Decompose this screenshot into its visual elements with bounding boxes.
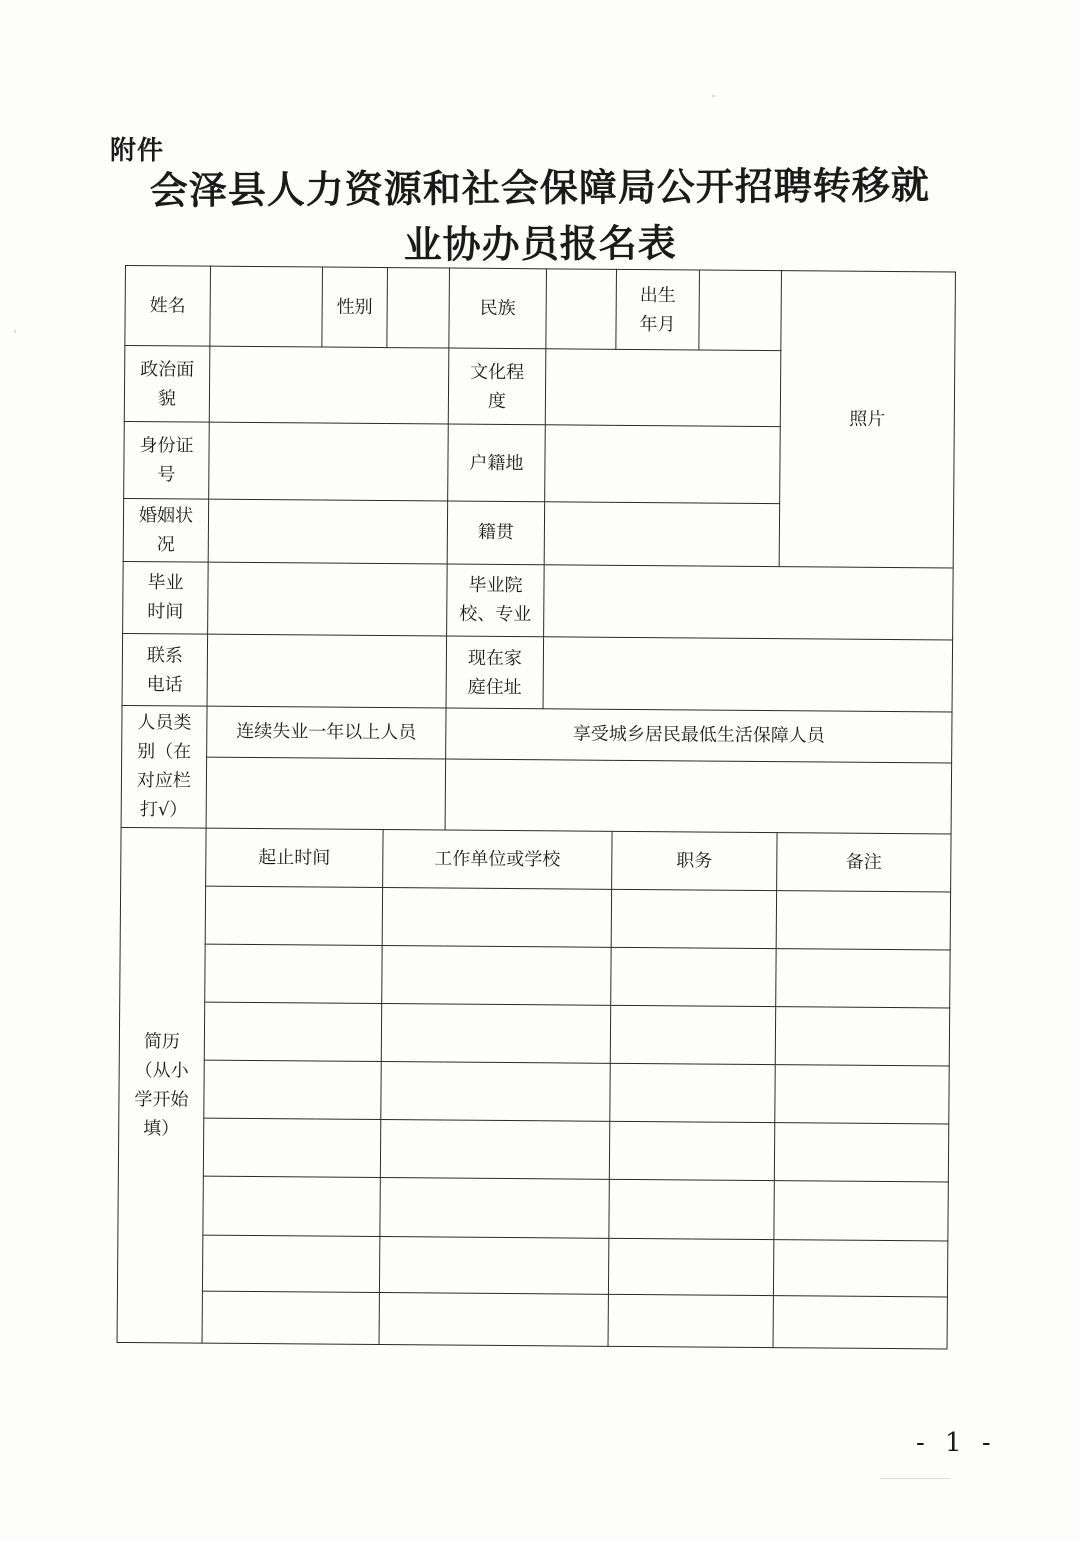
- category-option-unemployed: 连续失业一年以上人员: [207, 706, 446, 758]
- category-label-line-3: 对应栏: [136, 770, 192, 792]
- resume-time-cell[interactable]: [204, 1060, 381, 1120]
- education-label: [448, 348, 546, 425]
- name-field[interactable]: [210, 266, 323, 347]
- birth-label: [616, 269, 700, 350]
- education-label-line-1: 文化程: [470, 361, 525, 383]
- address-label-line-2: 庭住址: [467, 676, 522, 698]
- title-line-1: 会泽县人力资源和社会保障局公开招聘转移就: [149, 162, 930, 213]
- ethnicity-field[interactable]: [546, 269, 617, 350]
- resume-label-line-2: （从小: [134, 1059, 189, 1082]
- resume-unit-cell[interactable]: [380, 1178, 609, 1238]
- resume-label-line-1: 简历: [143, 1030, 180, 1053]
- graduation-school-label: [447, 564, 545, 637]
- household-field[interactable]: [545, 425, 781, 503]
- marital-label-line-2: 况: [156, 533, 175, 556]
- name-label: 姓名: [125, 266, 211, 347]
- gender-label: 性别: [322, 267, 388, 348]
- native-place-field[interactable]: [544, 501, 779, 566]
- category-check-low-income[interactable]: [445, 759, 952, 834]
- resume-unit-cell[interactable]: [381, 1062, 610, 1122]
- resume-note-cell[interactable]: [773, 1239, 947, 1297]
- resume-col-position: 职务: [612, 831, 777, 890]
- category-label: [121, 706, 207, 828]
- page-number: - 1 -: [916, 1428, 997, 1458]
- scan-speck: [880, 1478, 950, 1479]
- birth-label-line-2: 年月: [639, 313, 676, 335]
- resume-position-cell[interactable]: [611, 947, 776, 1006]
- political-label-line-2: 貌: [157, 388, 177, 410]
- resume-unit-cell[interactable]: [381, 1004, 610, 1064]
- resume-label-line-3: 学开始: [134, 1088, 189, 1111]
- id-number-label: [124, 422, 210, 499]
- resume-col-unit: 工作单位或学校: [383, 829, 612, 889]
- id-number-label-line-1: 身份证: [139, 435, 194, 457]
- resume-time-cell[interactable]: [203, 1177, 380, 1237]
- resume-position-cell[interactable]: [609, 1180, 774, 1239]
- id-number-field[interactable]: [209, 423, 449, 501]
- phone-label: [122, 633, 208, 706]
- gender-field[interactable]: [387, 268, 450, 349]
- scan-speck: [712, 95, 715, 97]
- id-number-label-line-2: 号: [157, 464, 176, 486]
- category-label-line-2: 别（在: [137, 741, 192, 763]
- household-label: 户籍地: [448, 424, 546, 501]
- resume-time-cell[interactable]: [202, 1235, 379, 1293]
- graduation-time-field[interactable]: [208, 562, 448, 636]
- phone-label-line-2: 电话: [146, 673, 183, 696]
- resume-note-cell[interactable]: [773, 1295, 947, 1349]
- resume-time-cell[interactable]: [205, 944, 382, 1004]
- resume-col-time: 起止时间: [206, 828, 383, 888]
- graduation-school-label-line-1: 毕业院: [468, 575, 523, 597]
- address-field[interactable]: [543, 637, 953, 712]
- resume-position-cell[interactable]: [609, 1122, 774, 1181]
- phone-label-line-1: 联系: [146, 644, 184, 667]
- resume-unit-cell[interactable]: [379, 1236, 608, 1294]
- phone-field[interactable]: [207, 634, 447, 708]
- resume-note-cell[interactable]: [775, 1065, 949, 1125]
- category-option-low-income: 享受城乡居民最低生活保障人员: [446, 708, 952, 763]
- graduation-time-label: [123, 561, 209, 634]
- resume-label: [117, 827, 206, 1343]
- registration-form: [117, 265, 955, 1349]
- resume-note-cell[interactable]: [776, 890, 950, 950]
- birth-field[interactable]: [699, 270, 782, 351]
- category-check-unemployed[interactable]: [206, 757, 446, 830]
- resume-label-line-4: 填）: [143, 1117, 180, 1140]
- page-title: [110, 157, 971, 275]
- birth-label-line-1: 出生: [639, 284, 676, 306]
- graduation-time-label-line-1: 毕业: [147, 572, 184, 594]
- resume-time-cell[interactable]: [204, 1002, 381, 1062]
- resume-position-cell[interactable]: [610, 1005, 775, 1064]
- political-field[interactable]: [209, 346, 449, 424]
- political-label: [124, 346, 210, 423]
- graduation-school-label-line-2: 校、专业: [459, 604, 532, 626]
- resume-time-cell[interactable]: [205, 886, 382, 946]
- resume-unit-cell[interactable]: [380, 1120, 609, 1180]
- resume-position-cell[interactable]: [608, 1294, 773, 1348]
- resume-note-cell[interactable]: [774, 1123, 948, 1183]
- graduation-school-field[interactable]: [544, 565, 954, 640]
- resume-unit-cell[interactable]: [379, 1292, 608, 1346]
- education-field[interactable]: [545, 349, 781, 427]
- resume-note-cell[interactable]: [775, 1007, 949, 1067]
- graduation-time-label-line-2: 时间: [147, 601, 184, 623]
- resume-time-cell[interactable]: [202, 1291, 379, 1345]
- marital-field[interactable]: [208, 499, 447, 564]
- title-line-2: 业协办员报名表: [403, 220, 677, 267]
- resume-unit-cell[interactable]: [382, 887, 611, 947]
- resume-unit-cell[interactable]: [382, 945, 611, 1005]
- registration-table: [117, 265, 956, 1349]
- category-label-line-1: 人员类: [137, 712, 192, 734]
- resume-col-note: 备注: [777, 832, 951, 892]
- resume-position-cell[interactable]: [610, 1063, 775, 1122]
- education-label-line-2: 度: [487, 390, 507, 412]
- category-label-line-4: 打√）: [139, 799, 188, 821]
- native-place-label: 籍贯: [447, 501, 544, 565]
- resume-note-cell[interactable]: [774, 1181, 948, 1241]
- address-label-line-1: 现在家: [467, 647, 523, 669]
- marital-label: [123, 498, 208, 562]
- photo-box[interactable]: [779, 271, 955, 568]
- resume-position-cell[interactable]: [608, 1238, 773, 1295]
- resume-time-cell[interactable]: [203, 1118, 380, 1178]
- photo-label: 照片: [849, 408, 886, 430]
- scan-speck: [14, 330, 16, 333]
- resume-note-cell[interactable]: [776, 948, 950, 1008]
- ethnicity-label: 民族: [449, 268, 547, 349]
- marital-label-line-1: 婚姻状: [138, 504, 194, 527]
- political-label-line-1: 政治面: [140, 358, 195, 381]
- address-label: [446, 636, 544, 709]
- attachment-label: 附件: [110, 136, 165, 166]
- resume-position-cell[interactable]: [611, 889, 776, 948]
